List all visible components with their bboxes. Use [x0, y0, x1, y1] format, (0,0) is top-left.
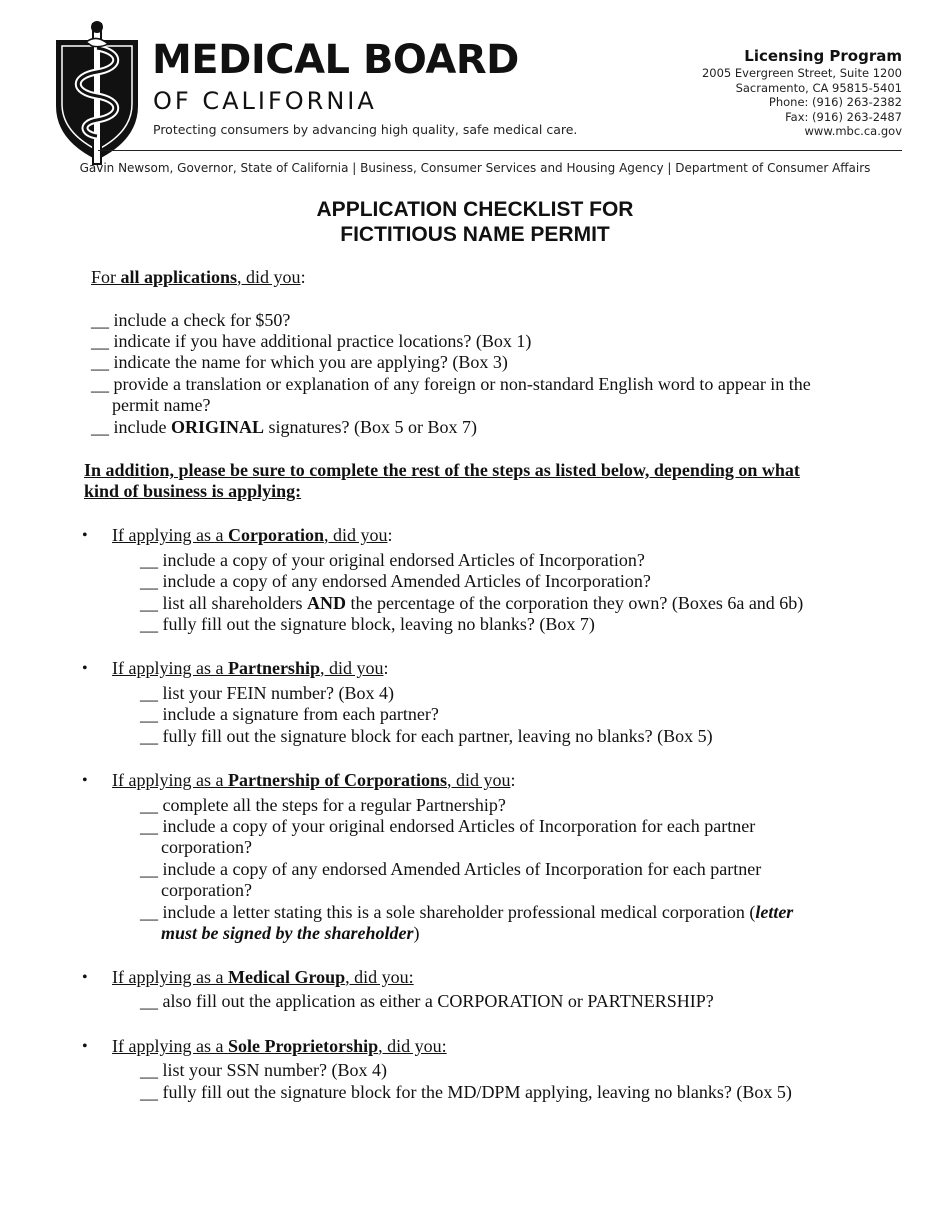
- checklist-item: __ fully fill out the signature block, leaving no blanks? (Box 7): [140, 614, 595, 634]
- checklist-item: __ list all shareholders AND the percentage of the corporation they own? (Boxes 6a and 6b): [140, 593, 804, 613]
- website: www.mbc.ca.gov: [804, 124, 902, 138]
- corporation-heading: If applying as a Corporation, did you:: [112, 525, 393, 545]
- tagline: Protecting consumers by advancing high quality, safe medical care.: [153, 122, 578, 137]
- partnership-of-corporations-heading: If applying as a Partnership of Corporations, did you:: [112, 770, 516, 790]
- checklist-item: __ provide a translation or explanation of any foreign or non-standard English word to appear in the: [91, 374, 811, 394]
- checklist-item: __ fully fill out the signature block for the MD/DPM applying, leaving no blanks? (Box 5): [140, 1082, 792, 1102]
- org-name: MEDICAL BOARD: [152, 37, 519, 83]
- fax: Fax: (916) 263-2487: [785, 109, 902, 124]
- medical-group-heading: If applying as a Medical Group, did you:: [112, 967, 414, 987]
- checklist-item: __ include a signature from each partner?: [140, 704, 439, 724]
- program-name: Licensing Program: [744, 47, 902, 65]
- checklist-item: __ include a copy of any endorsed Amended Articles of Incorporation?: [140, 571, 651, 591]
- checklist-item: __ fully fill out the signature block for each partner, leaving no blanks? (Box 5): [140, 726, 713, 746]
- addition-note-line-2: kind of business is applying:: [84, 481, 302, 501]
- medical-board-logo-icon: [52, 18, 142, 166]
- address-line-2: Sacramento, CA 95815-5401: [735, 80, 902, 95]
- bullet: •: [82, 772, 88, 789]
- checklist-item: __ include a copy of your original endorsed Articles of Incorporation for each partner: [140, 816, 756, 836]
- agency-line: Gavin Newsom, Governor, State of California | Business, Consumer Services and Housing Agency | Department of Consumer Affairs: [79, 161, 871, 175]
- bullet: •: [82, 660, 88, 677]
- checklist-item-cont: corporation?: [161, 880, 252, 900]
- checklist-item: __ indicate if you have additional practice locations? (Box 1): [91, 331, 532, 351]
- title-line-1: APPLICATION CHECKLIST FOR: [316, 198, 634, 221]
- checklist-item: __ include a letter stating this is a sole shareholder professional medical corporation (letter: [140, 902, 794, 922]
- document-title: [0, 197, 950, 247]
- partnership-heading: If applying as a Partnership, did you:: [112, 658, 389, 678]
- checklist-item: __ include ORIGINAL signatures? (Box 5 or Box 7): [91, 417, 477, 437]
- checklist-item: __ include a copy of any endorsed Amended Articles of Incorporation for each partner: [140, 859, 762, 879]
- title-line-2: FICTITIOUS NAME PERMIT: [340, 223, 610, 246]
- checklist-item: __ list your FEIN number? (Box 4): [140, 683, 394, 703]
- bullet: •: [82, 1038, 88, 1055]
- checklist-item-cont: must be signed by the shareholder): [161, 923, 420, 943]
- bullet: •: [82, 969, 88, 986]
- sole-proprietorship-heading: If applying as a Sole Proprietorship, did you:: [112, 1036, 447, 1056]
- phone: Phone: (916) 263-2382: [768, 95, 902, 109]
- checklist-item-cont: permit name?: [112, 395, 211, 415]
- contact-block: [702, 46, 902, 139]
- org-subtitle: OF CALIFORNIA: [153, 87, 377, 115]
- all-applications-heading: For all applications, did you:: [91, 267, 306, 287]
- checklist-item: __ indicate the name for which you are applying? (Box 3): [91, 352, 508, 372]
- checklist-item-cont: corporation?: [161, 837, 252, 857]
- header-divider: [98, 150, 902, 151]
- bullet: •: [82, 527, 88, 544]
- addition-note-line-1: In addition, please be sure to complete the rest of the steps as listed below, depending on what: [84, 460, 800, 480]
- checklist-item: __ list your SSN number? (Box 4): [140, 1060, 387, 1080]
- checklist-item: __ also fill out the application as either a CORPORATION or PARTNERSHIP?: [140, 991, 714, 1011]
- checklist-item: __ complete all the steps for a regular Partnership?: [140, 795, 506, 815]
- checklist-item: __ include a copy of your original endorsed Articles of Incorporation?: [140, 550, 645, 570]
- checklist-item: __ include a check for $50?: [91, 310, 291, 330]
- address-line-1: 2005 Evergreen Street, Suite 1200: [701, 66, 902, 80]
